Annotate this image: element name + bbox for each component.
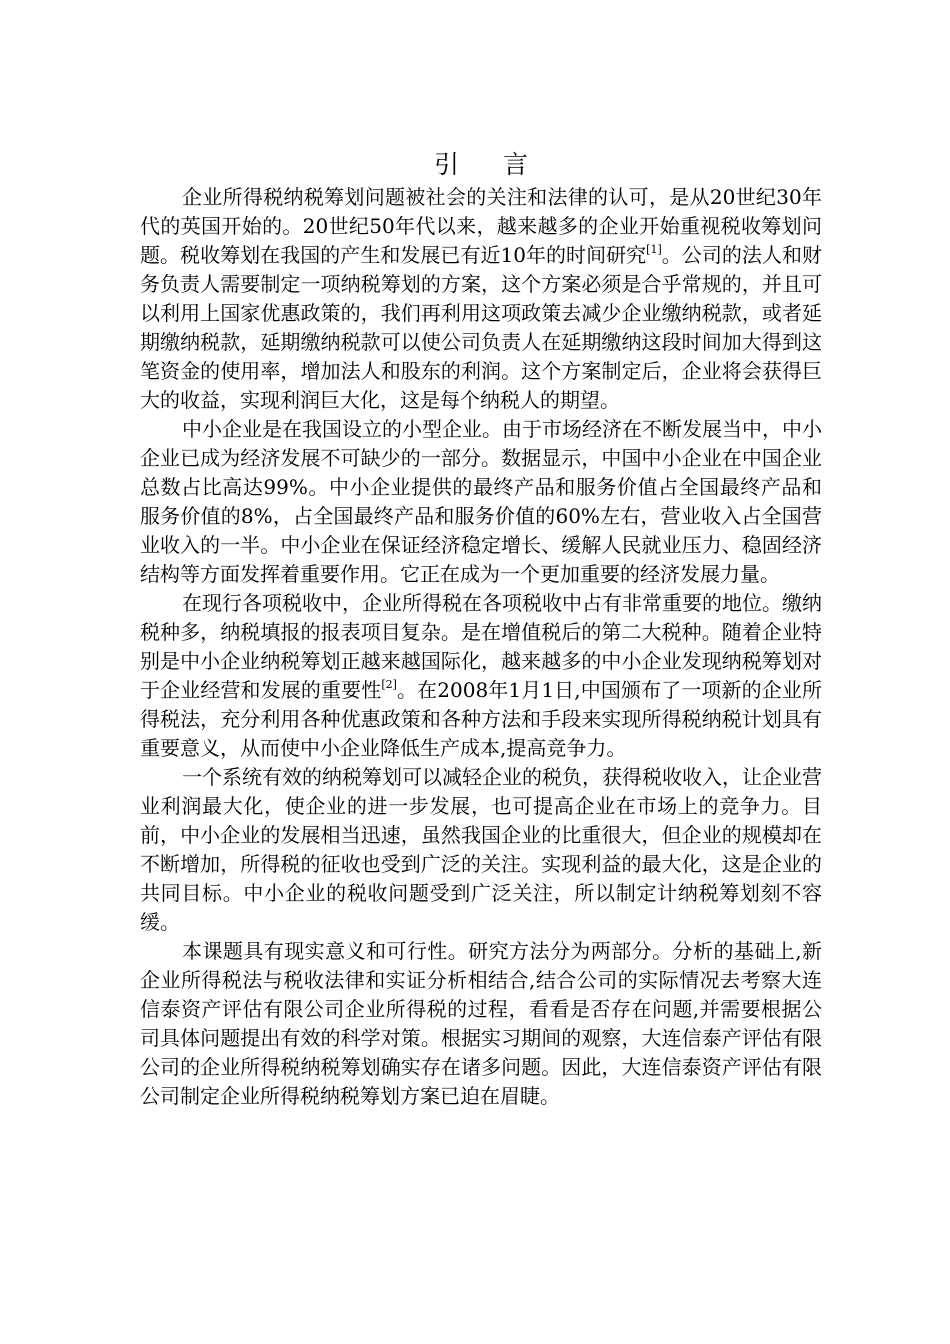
paragraph-text: 。在2008年1月1日,中国颁布了一项新的企业所得税法，充分利用各种优惠政策和各种方法和手段来实现所得税纳税计划具有重要意义，从而使中小企业降低生产成本,提高竞争力。 xyxy=(140,678,822,760)
paragraph-3 xyxy=(140,589,822,763)
citation-ref-1: [1] xyxy=(646,243,662,256)
paragraph-1 xyxy=(140,183,822,415)
page-title: 引言 xyxy=(433,150,572,179)
paragraph-text: 在现行各项税收中，企业所得税在各项税收中占有非常重要的地位。缴纳税种多，纳税填报的报表项目复杂。是在增值税后的第二大税种。随着企业特别是中小企业纳税筹划正越来越国际化，越来越多的中小企业发现纳税筹划对于企业经营和发展的重要性 xyxy=(140,591,822,702)
paragraph-5 xyxy=(140,937,822,1111)
citation-ref-2: [2] xyxy=(381,678,397,691)
paragraph-text: 。公司的法人和财务负责人需要制定一项纳税筹划的方案，这个方案必须是合乎常规的，并且可以利用上国家优惠政策的，我们再利用这项政策去减少企业缴纳税款，或者延期缴纳税款，延期缴纳税款可以使公司负责人在延期缴纳这段时间加大得到这笔资金的使用率，增加法人和股东的利润。这个方案制定后，企业将会获得巨大的收益，实现利润巨大化，这是每个纳税人的期望。 xyxy=(140,243,822,412)
paragraph-4 xyxy=(140,763,822,937)
paragraph-text: 本课题具有现实意义和可行性。研究方法分为两部分。分析的基础上,新企业所得税法与税收法律和实证分析相结合,结合公司的实际情况去考察大连信泰资产评估有限公司企业所得税的过程，看看是否存在问题,并需要根据公司具体问题提出有效的科学对策。根据实习期间的观察，大连信泰产评估有限公司的企业所得税纳税筹划确实存在诸多问题。因此，大连信泰资产评估有限公司制定企业所得税纳税筹划方案已迫在眉睫。 xyxy=(140,939,822,1108)
paragraph-2 xyxy=(140,415,822,589)
document-body xyxy=(140,150,822,1111)
paragraph-text: 中小企业是在我国设立的小型企业。由于市场经济在不断发展当中，中小企业已成为经济发展不可缺少的一部分。数据显示，中国中小企业在中国企业总数占比高达99%。中小企业提供的最终产品和服务价值占全国最终产品和服务价值的8%，占全国最终产品和服务价值的60%左右，营业收入占全国营业收入的一半。中小企业在保证经济稳定增长、缓解人民就业压力、稳固经济结构等方面发挥着重要作用。它正在成为一个更加重要的经济发展力量。 xyxy=(140,417,822,586)
paragraph-text: 一个系统有效的纳税筹划可以减轻企业的税负，获得税收收入，让企业营业利润最大化，使企业的进一步发展，也可提高企业在市场上的竞争力。目前，中小企业的发展相当迅速，虽然我国企业的比重很大，但企业的规模却在不断增加，所得税的征收也受到广泛的关注。实现利益的最大化，这是企业的共同目标。中小企业的税收问题受到广泛关注，所以制定计纳税筹划刻不容缓。 xyxy=(140,765,822,934)
paragraph-text: 企业所得税纳税筹划问题被社会的关注和法律的认可，是从20世纪30年代的英国开始的。20世纪50年代以来，越来越多的企业开始重视税收筹划问题。税收筹划在我国的产生和发展已有近10年的时间研究 xyxy=(140,185,822,267)
